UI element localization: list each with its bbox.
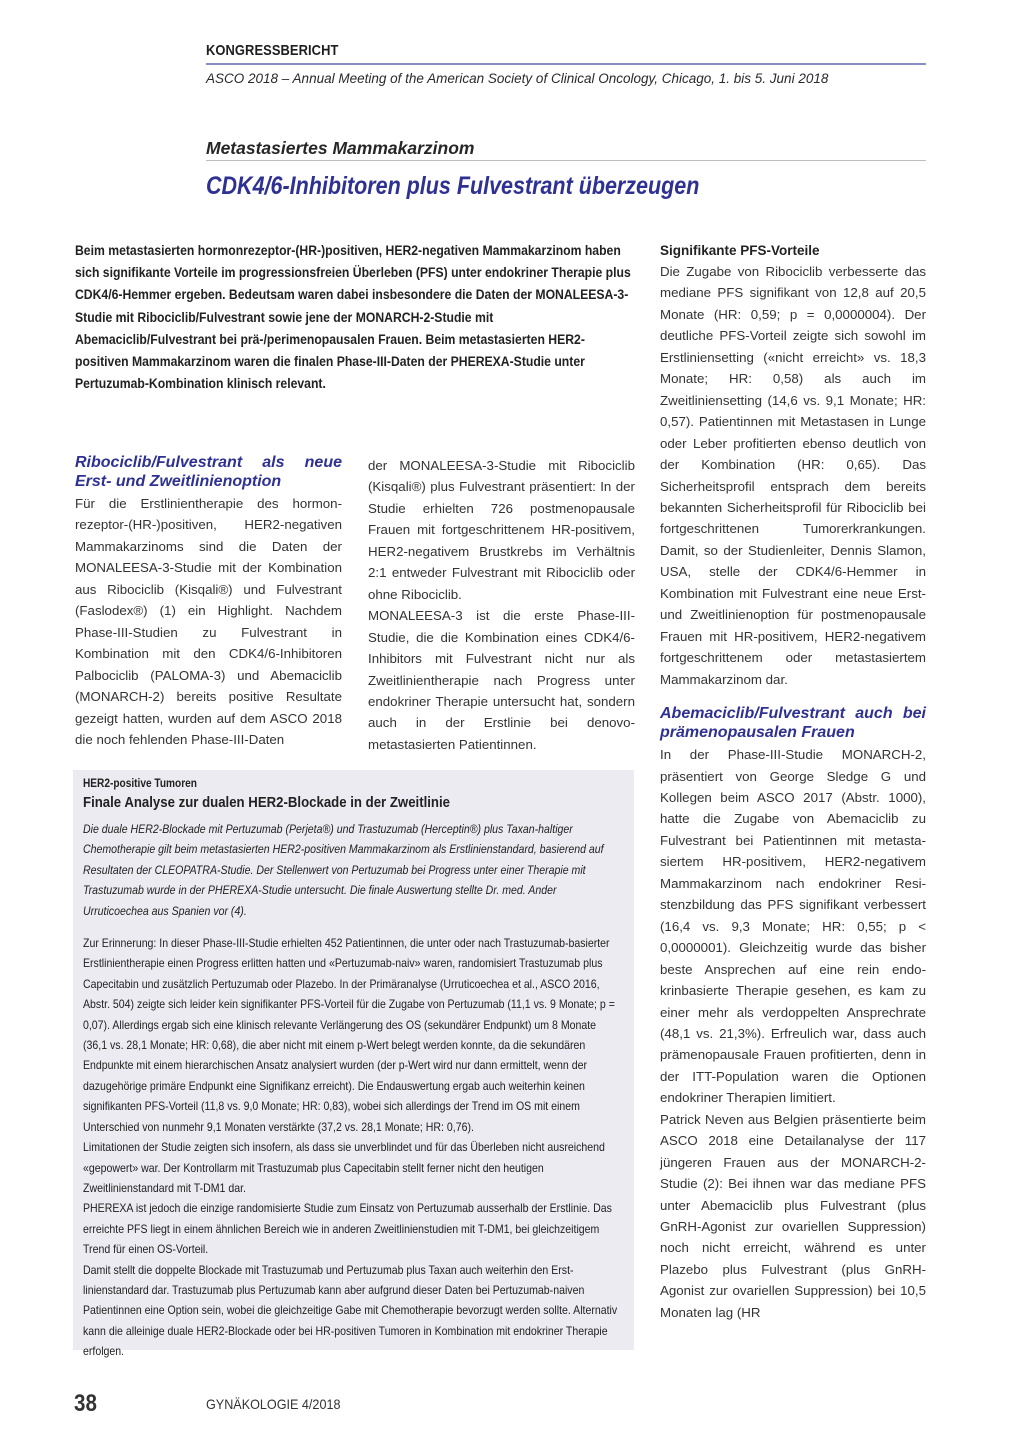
page-number: 38 <box>74 1390 97 1417</box>
column-2 <box>368 455 635 755</box>
paragraph: der MONALEESA-3-Studie mit Ribociclib (Kisqali®) plus Fulvestrant präsentiert: In der Studie erhielten 726 postmenopausale Frauen mit fortgeschrittenem HR-positivem, HER2-negativem Brustkrebs im Verhältnis 2:1 entweder Fulvestrant mit Ribociclib oder ohne Ribociclib. <box>368 458 635 602</box>
column-3 <box>660 241 926 1323</box>
paragraph: Patrick Neven aus Belgien präsentierte beim ASCO 2018 eine Detailanalyse der 117 jüngeren Frauen aus der MONARCH-2-Studie (2): Bei ihnen war das mediane PFS unter Abemaciclib plus Fulvestrant (plus GnRH-Agonist zur ovariellen Suppression) noch nicht erreicht, während es unter Plazebo plus Fulvestrant (plus GnRH-Agonist zur ovariellen Suppression) bei 10,5 Monaten lag (HR <box>660 1111 926 1320</box>
section-heading-abemaciclib: Abemaciclib/Fulvestrant auch bei prämenopausalen Frauen <box>660 705 926 742</box>
paragraph: In der Phase-III-Studie MONARCH-2, präsentiert von George Sledge G und Kollegen beim ASCO 2017 (Abstr. 1000), hatte die Zugabe von Abemaciclib zu Fulvestrant bei Patientinnen mit metastasiertem HR-positivem, HER2-negativem Mammakarzinom nach endokriner Resistenzbildung das PFS signifikant verbessert (16,4 vs. 9,3 Monate; HR: 0,55; p < 0,0000001). Gleichzeitig wurde das bisher beste Ansprechen auf eine rein endokrinbasierte Therapie gesehen, es kam zu einer mehr als verdoppelten Ansprechrate (48,1 vs. 21,3%). Erfreulich war, dass auch prämenopausale Frauen profitierten, denn in der ITT-Population waren die Optionen endokriner Therapien limitiert. <box>660 747 926 1106</box>
paragraph: Limitationen der Studie zeigten sich insofern, als dass sie unverblindet und für das Überleben nicht ausreichend «gepowert» war. Der Kontrollarm mit Trastuzumab plus Capecitabin stellt ferner nicht den heutigen Zweitlinienstandard mit T-DM1 dar. <box>83 1140 605 1195</box>
paragraph: PHEREXA ist jedoch die einzige randomisierte Studie zum Einsatz von Pertuzumab ausserhalb der Erstlinie. Das erreichte PFS liegt in einem ähnlichen Bereich wie in anderen Zweitlinienstudien mit T-DM1, bei gleichzeitigem Trend für einen OS-Vorteil. <box>83 1201 612 1257</box>
article-title: CDK4/6-Inhibitoren plus Fulvestrant überzeugen <box>206 172 700 200</box>
paragraph: Die Zugabe von Ribociclib verbesserte das mediane PFS signifikant von 12,8 auf 20,5 Monate (HR: 0,59; p = 0,0000004). Der deutliche PFS-Vorteil zeigte sich sowohl im Erstliniensetting («nicht erreicht» vs. 18,3 Monate; HR: 0,58) als auch im Zweitliniensetting (14,6 vs. 9,1 Monate; HR: 0,57). Patientinnen mit Metastasen in Lunge oder Leber profitierten ebenso deutlich von der Kombination (HR: 0,65). Das Sicherheitsprofil entsprach dem bereits bekannten Sicherheitsprofil für Ribociclib bei fortgeschrittenen Tumorerkrankungen. Damit, so der Studienleiter, Dennis Slamon, USA, stelle der CDK4/6-Hemmer in Kombination mit Fulvestrant eine neue Erst- und Zweitlinienoption für postmenopausale Frauen mit HR-positivem, HER2-negativem fortgeschrittenem oder metastasiertem Mammakarzinom dar. <box>660 264 926 687</box>
conference-line: ASCO 2018 – Annual Meeting of the American Society of Clinical Oncology, Chicago, 1. bis 5. Juni 2018 <box>206 71 829 86</box>
box-title: Finale Analyse zur dualen HER2-Blockade in der Zweitlinie <box>83 794 451 811</box>
column-1 <box>75 453 342 750</box>
section-label: KONGRESSBERICHT <box>206 42 339 59</box>
topic-rule <box>206 160 926 161</box>
journal-issue: GYNÄKOLOGIE 4/2018 <box>206 1396 341 1412</box>
paragraph: Zur Erinnerung: In dieser Phase-III-Studie erhielten 452 Patientinnen, die unter oder nach Trastuzumab-basierter Erstlinientherapie einen Progress erlitten hatten und «Pertuzumab-naiv» waren, randomisiert Trastuzumab plus Capecitabin und zusätzlich Pertuzumab oder Plazebo. In der Primäranalyse (Urruticoechea et al., ASCO 2016, Abstr. 504) zeigte sich leider kein signifikanter PFS-Vorteil für die Zugabe von Pertuzumab (11,1 vs. 9 Monate; p = 0,07). Allerdings ergab sich eine klinisch relevante Verlängerung des OS (sekundärer Endpunkt) um 8 Monate (36,1 vs. 28,1 Monate; HR: 0,68), die aber nicht mit einem p-Wert belegt werden konnte, da die sekundären Endpunkte mit einem hierarchischen Ansatz analysiert wurden (der p-Wert wird nur dann ermittelt, wenn der dazugehörige primäre Endpunkt eine Signifikanz erreicht). Die Endauswertung ergab auch weiterhin keinen signifikanten PFS-Vorteil (11,8 vs. 9,0 Monate; HR: 0,83), wobei sich allerdings der Trend im OS mit einem Unterschied von nunmehr 9,1 Monaten verstärkte (37,2 vs. 28,1 Monate; HR: 0,76). <box>83 936 615 1134</box>
article-topic: Metastasiertes Mammakarzinom <box>206 138 475 158</box>
paragraph: Damit stellt die doppelte Blockade mit Trastuzumab und Pertuzumab plus Taxan auch weiterhin den Erstlinienstandard dar. Trastuzumab plus Pertuzumab kann aber aufgrund dieser Daten bei Pertuzumab-naiven Patientinnen eine Option sein, wobei die gleichzeitige Gabe mit Chemotherapie bevorzugt werden sollte. Alternativ kann die alleinige duale HER2-Blockade oder bei HR-positiven Tumoren in Kombination mit endokriner Therapie erfolgen. <box>83 1262 618 1359</box>
paragraph: MONALEESA-3 ist die erste Phase-III-Studie, die die Kombination eines CDK4/6-Inhibitors mit Fulvestrant nicht nur als Zweitlinientherapie nach Progress unter endokriner Therapie untersucht hat, sondern auch in der Erstlinie bei denovo-metastasierten Patientinnen. <box>368 608 635 752</box>
header-rule <box>206 63 926 65</box>
paragraph: Für die Erstlinientherapie des hormonrezeptor-(HR-)positiven, HER2-negativen Mammakarzinoms sind die Daten der MONALEESA-3-Studie mit der Kombination aus Ribociclib (Kisqali®) und Fulvestrant (Faslodex®) (1) ein Highlight. Nachdem Phase-III-Studien zu Fulvestrant in Kombination mit den CDK4/6-Inhibitoren Palbociclib (PALOMA-3) und Abemaciclib (MONARCH-2) bereits positive Resultate gezeigt hatten, wurden auf dem ASCO 2018 die noch fehlenden Phase-III-Daten <box>75 496 342 747</box>
sidebar-box-her2 <box>73 770 634 1359</box>
subheading-pfs: Signifikante PFS-Vorteile <box>660 243 820 258</box>
box-body <box>83 933 622 1362</box>
article-lead: Beim metastasierten hormonrezeptor-(HR-)positiven, HER2-negativen Mammakarzinom haben sich signifikante Vorteile im progressionsfreien Überleben (PFS) unter endokriner Therapie plus CDK4/6-Hemmer ergeben. Bedeutsam waren dabei insbesondere die Daten der MONALEESA-3-Studie mit Ribociclib/Fulvestrant sowie jene der MONARCH-2-Studie mit Abemaciclib/Fulvestrant bei prä-/perimenopausalen Frauen. Beim metastasierten HER2-positiven Mammakarzinom waren die finalen Phase-III-Daten der PHEREXA-Studie unter Pertuzumab-Kombination klinisch relevant. <box>75 243 631 393</box>
section-heading-ribociclib: Ribociclib/Fulvestrant als neue Erst- und Zweitlinienoption <box>75 454 342 490</box>
box-intro: Die duale HER2-Blockade mit Pertuzumab (Perjeta®) und Trastuzumab (Herceptin®) plus Taxan-haltiger Chemotherapie gilt beim metastasierten HER2-positiven Mammakarzinom als Erstlinienstandard, basierend auf Resultaten der CLEOPATRA-Studie. Der Stellenwert von Pertuzumab bei Progress unter einer Therapie mit Trastuzumab wurde in der PHEREXA-Studie untersucht. Die finale Auswertung stellte Dr. med. Ander Urruticoechea aus Spanien vor (4). <box>83 822 604 918</box>
box-kicker: HER2-positive Tumoren <box>83 778 197 790</box>
